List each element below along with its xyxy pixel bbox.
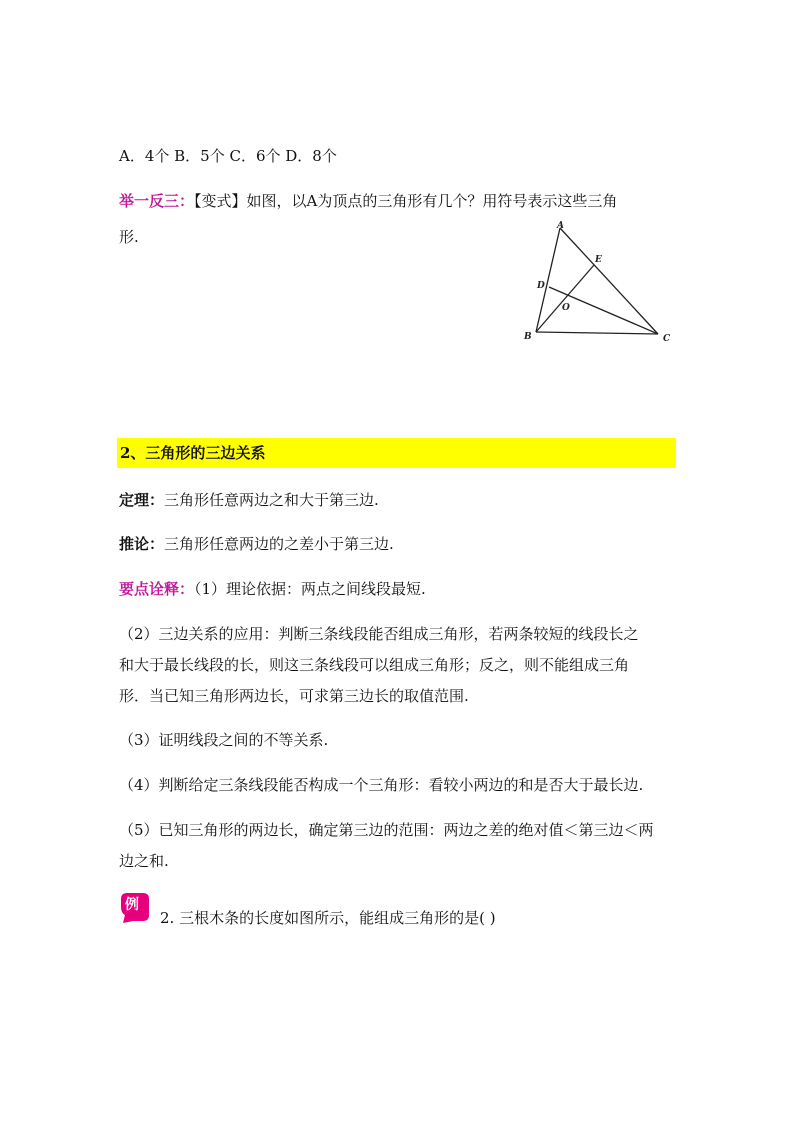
notes-item5-line1: （5）已知三角形的两边长，确定第三边的范围：两边之差的绝对值＜第三边＜两 <box>119 821 654 839</box>
notes-label: 要点诠释： <box>119 580 195 598</box>
notes-line1 <box>119 578 426 600</box>
notes-item2-line3: 形．当已知三角形两边长，可求第三边长的取值范围. <box>119 687 469 705</box>
notes-item2-line1: （2）三边关系的应用：判断三条线段能否组成三角形，若两条较短的线段长之 <box>119 625 639 643</box>
label-A: A <box>557 221 564 231</box>
variant-question-line1 <box>119 190 617 212</box>
example-question: 2. 三根木条的长度如图所示，能组成三角形的是( ) <box>160 909 496 927</box>
label-E: E <box>595 255 602 265</box>
notes-item4: （4）判断给定三条线段能否构成一个三角形：看较小两边的和是否大于最长边. <box>119 776 644 794</box>
label-C: C <box>663 334 671 344</box>
answer-options: A．4个 B．5个 C．6个 D．8个 <box>119 147 337 165</box>
segment-BC <box>536 332 658 334</box>
corollary-text: 三角形任意两边的之差小于第三边. <box>164 535 394 553</box>
theorem-text: 三角形任意两边之和大于第三边. <box>164 491 379 509</box>
triangle-figure <box>520 220 680 350</box>
notes-item5-line2: 边之和. <box>119 852 169 870</box>
section-heading: 2、三角形的三边关系 <box>120 444 266 462</box>
corollary-line <box>119 533 394 555</box>
label-B: B <box>524 332 532 342</box>
example-badge-label: 例 <box>125 897 139 913</box>
segment-AC <box>560 228 658 334</box>
label-O: O <box>562 303 570 313</box>
corollary-label: 推论： <box>119 535 165 553</box>
label-D: D <box>537 281 545 291</box>
variant-question-line2: 形. <box>119 228 139 246</box>
notes-item1: （1）理论依据：两点之间线段最短. <box>194 580 426 598</box>
notes-item2-line2: 和大于最长线段的长，则这三条线段可以组成三角形；反之，则不能组成三角 <box>119 656 630 674</box>
notes-item3: （3）证明线段之间的不等关系. <box>119 731 329 749</box>
variant-label: 举一反三： <box>119 192 195 210</box>
variant-text: 【变式】如图，以A为顶点的三角形有几个？用符号表示这些三角 <box>194 192 618 210</box>
theorem-label: 定理： <box>119 491 165 509</box>
segment-BE <box>536 265 594 332</box>
segment-AB <box>536 228 560 332</box>
theorem-line <box>119 489 379 511</box>
